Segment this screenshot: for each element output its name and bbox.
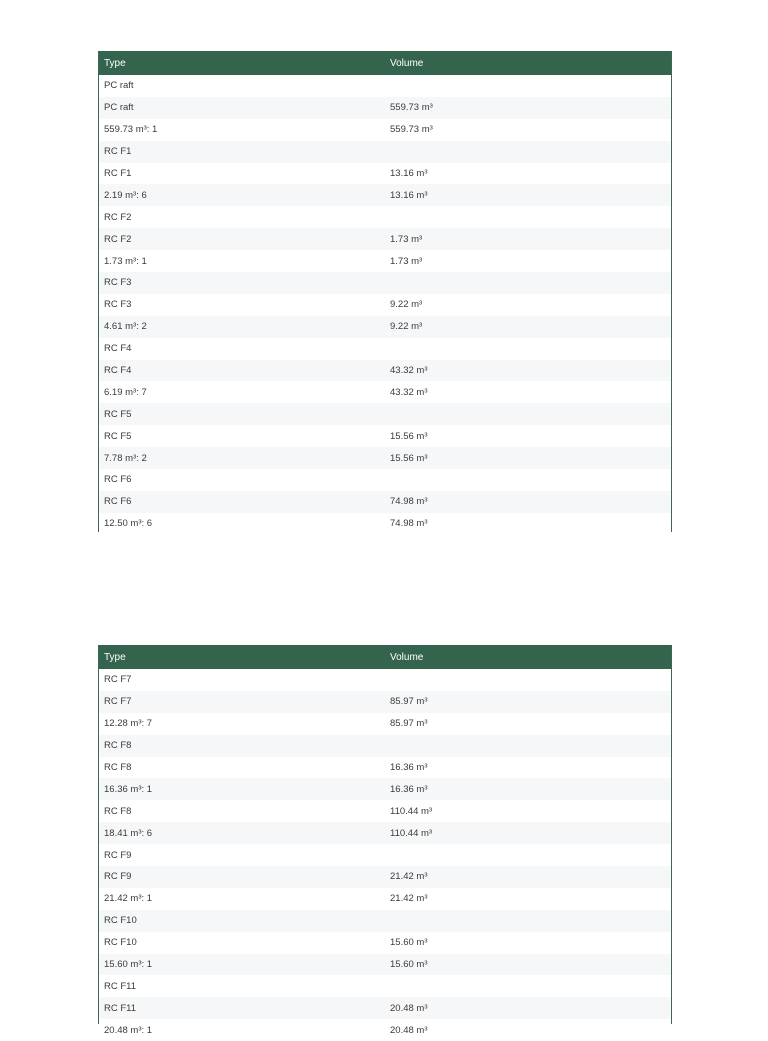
- table-header: [99, 51, 671, 75]
- cell-type: 1.73 m³: 1: [104, 255, 147, 267]
- cell-type: RC F8: [104, 762, 132, 773]
- cell-type: RC F11: [104, 1002, 137, 1014]
- table-row: [99, 866, 671, 888]
- cell-volume: 9.22 m³: [390, 321, 423, 333]
- cell-type: PC raft: [104, 102, 134, 114]
- cell-type: 12.28 m³: 7: [104, 718, 153, 730]
- cell-type: RC F6: [104, 474, 132, 486]
- table-row: [99, 316, 671, 338]
- cell-type: RC F4: [104, 365, 132, 377]
- table-row: [99, 778, 671, 800]
- table-row: [99, 75, 671, 97]
- cell-type: 16.36 m³: 1: [104, 783, 153, 795]
- table-row: [99, 822, 671, 844]
- table-row: [99, 228, 671, 250]
- header-volume: Volume: [390, 57, 424, 69]
- table-row: [99, 184, 671, 206]
- cell-type: RC F7: [104, 696, 132, 708]
- cell-type: RC F8: [104, 805, 132, 817]
- cell-type: RC F11: [104, 980, 137, 992]
- table-row: [99, 272, 671, 294]
- table-row: [99, 425, 671, 447]
- cell-type: RC F4: [104, 343, 132, 355]
- table-row: [99, 713, 671, 735]
- cell-volume: 15.56 m³: [390, 452, 428, 464]
- cell-volume: 110.44 m³: [390, 805, 433, 817]
- cell-type: 15.60 m³: 1: [104, 959, 153, 971]
- cell-volume: 1.73 m³: [390, 233, 423, 245]
- table-row: [99, 119, 671, 141]
- cell-volume: 15.60 m³: [390, 937, 428, 949]
- table-row: [99, 294, 671, 316]
- volume-table-1: [98, 51, 672, 532]
- table-row: [99, 757, 671, 779]
- table-row: [99, 844, 671, 866]
- cell-volume: 43.32 m³: [390, 386, 428, 398]
- header-type: Type: [104, 651, 126, 663]
- table-body: [99, 75, 671, 535]
- cell-type: RC F1: [104, 168, 132, 179]
- table-row: [99, 403, 671, 425]
- cell-volume: 20.48 m³: [390, 1024, 428, 1036]
- cell-volume: 16.36 m³: [390, 762, 428, 773]
- table-row: [99, 97, 671, 119]
- table-row: [99, 469, 671, 491]
- table-row: [99, 910, 671, 932]
- cell-volume: 1.73 m³: [390, 255, 423, 267]
- table-row: [99, 163, 671, 185]
- cell-type: RC F7: [104, 674, 132, 686]
- cell-type: RC F3: [104, 277, 132, 289]
- cell-type: RC F5: [104, 408, 132, 420]
- table-row: [99, 932, 671, 954]
- cell-type: RC F9: [104, 871, 132, 883]
- cell-type: 2.19 m³: 6: [104, 189, 147, 201]
- table-row: [99, 141, 671, 163]
- table-row: [99, 975, 671, 997]
- table-row: [99, 997, 671, 1019]
- table-row: [99, 669, 671, 691]
- table-row: [99, 447, 671, 469]
- cell-type: RC F3: [104, 299, 132, 311]
- table-body: [99, 669, 671, 1041]
- cell-volume: 110.44 m³: [390, 827, 433, 839]
- volume-table-2: [98, 645, 672, 1036]
- cell-type: 4.61 m³: 2: [104, 321, 147, 333]
- table-row: [99, 338, 671, 360]
- cell-volume: 559.73 m³: [390, 124, 433, 136]
- cell-type: 21.42 m³: 1: [104, 893, 153, 905]
- table-row: [99, 1019, 671, 1041]
- cell-type: RC F5: [104, 430, 132, 442]
- cell-volume: 13.16 m³: [390, 168, 428, 179]
- cell-type: RC F9: [104, 849, 132, 861]
- cell-volume: 13.16 m³: [390, 189, 428, 201]
- table-row: [99, 206, 671, 228]
- header-volume: Volume: [390, 651, 424, 663]
- cell-volume: 16.36 m³: [390, 783, 428, 795]
- cell-type: 12.50 m³: 6: [104, 518, 153, 530]
- table-row: [99, 360, 671, 382]
- table-row: [99, 800, 671, 822]
- cell-volume: 15.60 m³: [390, 959, 428, 971]
- cell-volume: 43.32 m³: [390, 365, 428, 377]
- cell-volume: 74.98 m³: [390, 496, 428, 508]
- table-header: [99, 645, 671, 669]
- cell-type: 6.19 m³: 7: [104, 386, 147, 398]
- table-row: [99, 381, 671, 403]
- table-row: [99, 250, 671, 272]
- cell-type: 7.78 m³: 2: [104, 452, 147, 464]
- cell-type: PC raft: [104, 80, 134, 92]
- table-row: [99, 954, 671, 976]
- cell-volume: 21.42 m³: [390, 893, 428, 905]
- cell-volume: 9.22 m³: [390, 299, 423, 311]
- cell-type: 559.73 m³: 1: [104, 124, 158, 136]
- table-row: [99, 491, 671, 513]
- cell-type: RC F6: [104, 496, 132, 508]
- cell-type: RC F10: [104, 915, 137, 927]
- cell-volume: 559.73 m³: [390, 102, 433, 114]
- cell-volume: 20.48 m³: [390, 1002, 428, 1014]
- cell-volume: 15.56 m³: [390, 430, 428, 442]
- cell-type: RC F8: [104, 740, 132, 752]
- cell-type: RC F1: [104, 146, 132, 158]
- table-row: [99, 888, 671, 910]
- cell-volume: 85.97 m³: [390, 696, 428, 708]
- cell-type: RC F2: [104, 211, 132, 223]
- cell-type: RC F2: [104, 233, 132, 245]
- cell-type: RC F10: [104, 937, 137, 949]
- cell-volume: 21.42 m³: [390, 871, 428, 883]
- cell-volume: 74.98 m³: [390, 518, 428, 530]
- table-row: [99, 735, 671, 757]
- header-type: Type: [104, 57, 126, 69]
- cell-type: 20.48 m³: 1: [104, 1024, 153, 1036]
- table-row: [99, 513, 671, 535]
- table-row: [99, 691, 671, 713]
- cell-type: 18.41 m³: 6: [104, 827, 153, 839]
- cell-volume: 85.97 m³: [390, 718, 428, 730]
